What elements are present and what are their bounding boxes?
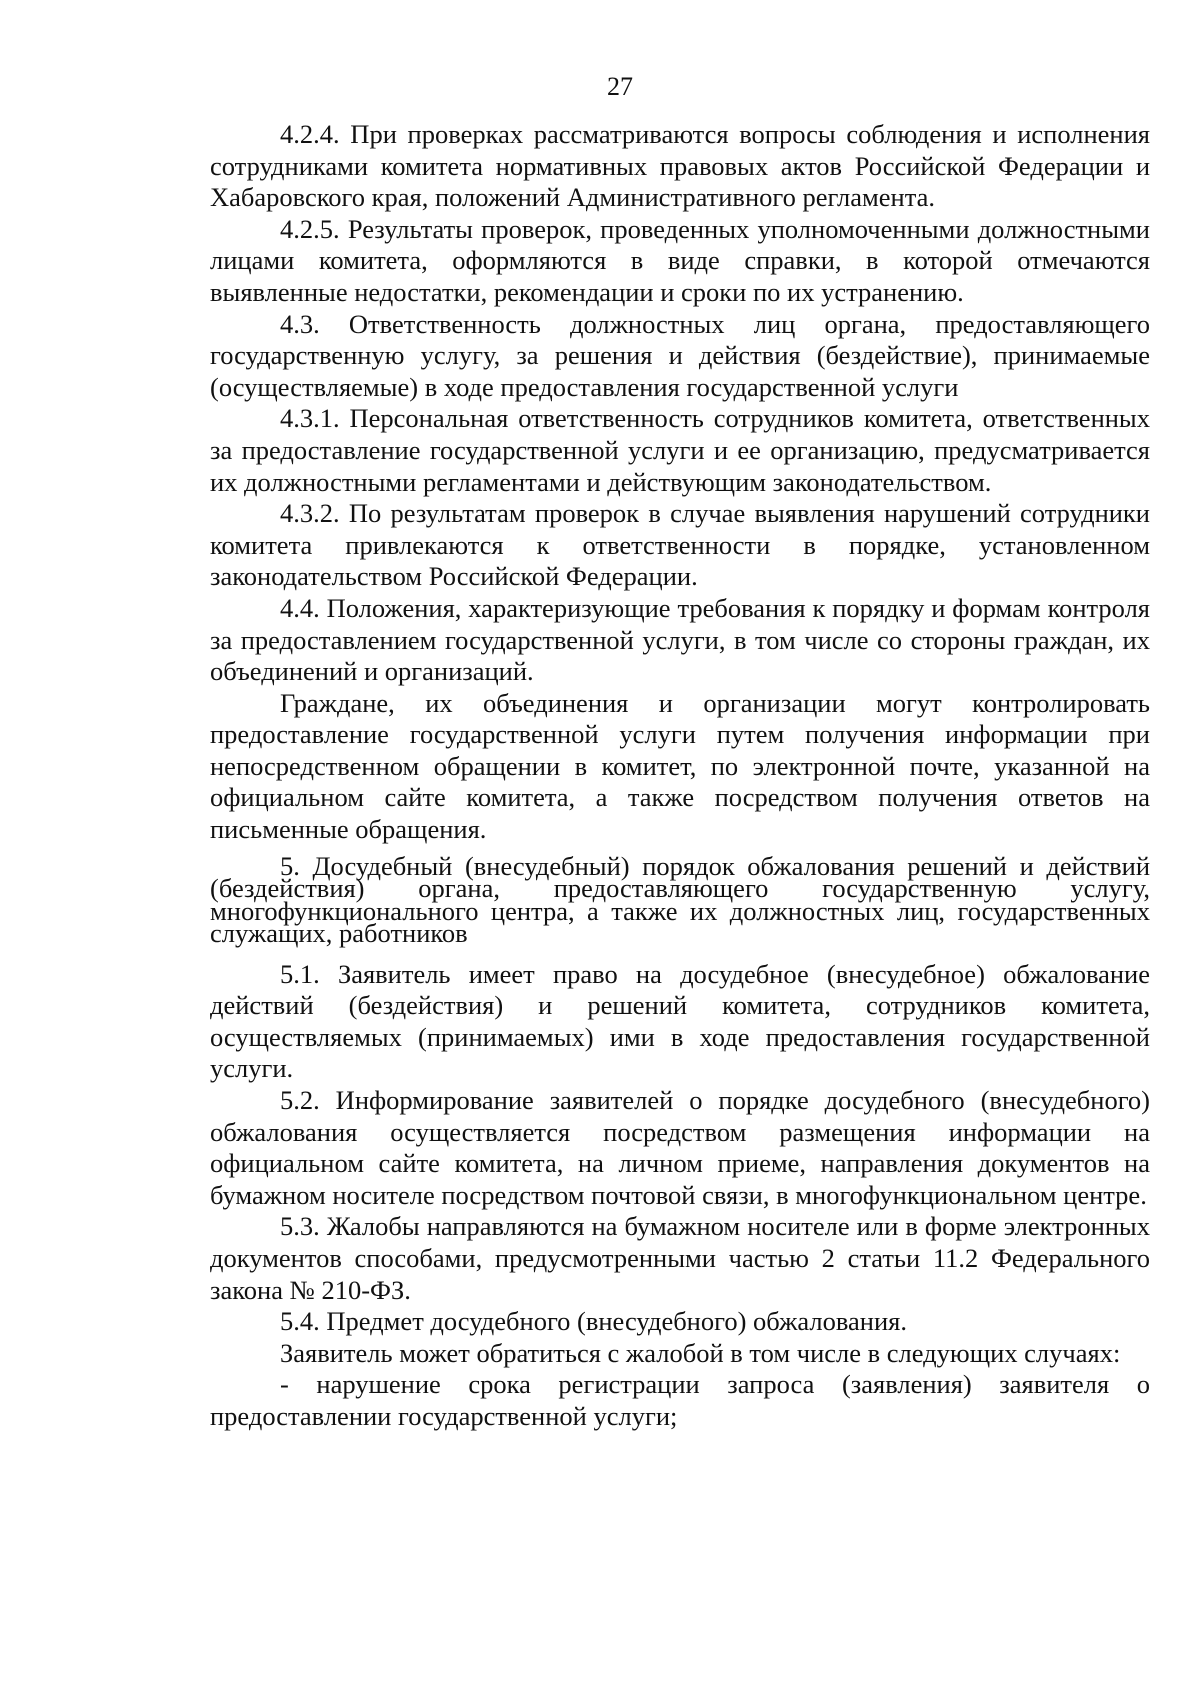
paragraph-4-2-5: 4.2.5. Результаты проверок, проведенных уполномоченными должностными лицами комитета, оформляются в виде справки, в которой отмечаются выявленные недостатки, рекомендации и сроки по их устранению. xyxy=(210,213,1150,307)
list-item-registration-violation: - нарушение срока регистрации запроса (заявления) заявителя о предоставлении государственной услуги; xyxy=(210,1369,1150,1431)
paragraph-4-3-2: 4.3.2. По результатам проверок в случае выявления нарушений сотрудники комитета привлекаются к ответственности в порядке, установленном законодательством Российской Федерации. xyxy=(210,498,1150,592)
page-number: 27 xyxy=(607,72,633,101)
paragraph-citizens-control: Граждане, их объединения и организации могут контролировать предоставление государственной услуги путем получения информации при непосредственном обращении в комитет, по электронной почте, указанной на официальном сайте комитета, а также посредством получения ответов на письменные обращения. xyxy=(210,687,1150,845)
paragraph-5-4: 5.4. Предмет досудебного (внесудебного) обжалования. xyxy=(280,1306,907,1337)
section-5-heading: 5. Досудебный (внесудебный) порядок обжалования решений и действий (бездействия) органа, предоставляющего государственную услугу, многофункционального центра, а также их должностных лиц, государственных служащих, работников xyxy=(210,850,1150,949)
paragraph-4-2-4: 4.2.4. При проверках рассматриваются вопросы соблюдения и исполнения сотрудниками комитета нормативных правовых актов Российской Федерации и Хабаровского края, положений Административного регламента. xyxy=(210,119,1150,213)
paragraph-5-1: 5.1. Заявитель имеет право на досудебное (внесудебное) обжалование действий (бездействия) и решений комитета, сотрудников комитета, осуществляемых (принимаемых) ими в ходе предоставления государственной услуги. xyxy=(210,958,1150,1084)
paragraph-complaint-cases: Заявитель может обратиться с жалобой в том числе в следующих случаях: xyxy=(280,1337,1121,1368)
paragraph-5-2: 5.2. Информирование заявителей о порядке досудебного (внесудебного) обжалования осуществляется посредством размещения информации на официальном сайте комитета, на личном приеме, направления документов на бумажном носителе посредством почтовой связи, в многофункциональном центре. xyxy=(210,1085,1150,1210)
paragraph-4-3-1: 4.3.1. Персональная ответственность сотрудников комитета, ответственных за предоставление государственной услуги и ее организацию, предусматривается их должностными регламентами и действующим законодательством. xyxy=(210,403,1150,497)
paragraph-4-3: 4.3. Ответственность должностных лиц органа, предоставляющего государственную услугу, за решения и действия (бездействие), принимаемые (осуществляемые) в ходе предоставления государственной услуги xyxy=(210,308,1150,402)
paragraph-4-4: 4.4. Положения, характеризующие требования к порядку и формам контроля за предоставлением государственной услуги, в том числе со стороны граждан, их объединений и организаций. xyxy=(210,592,1150,687)
document-body xyxy=(210,119,1150,1433)
paragraph-5-3: 5.3. Жалобы направляются на бумажном носителе или в форме электронных документов способами, предусмотренными частью 2 статьи 11.2 Федерального закона № 210-ФЗ. xyxy=(210,1211,1150,1305)
